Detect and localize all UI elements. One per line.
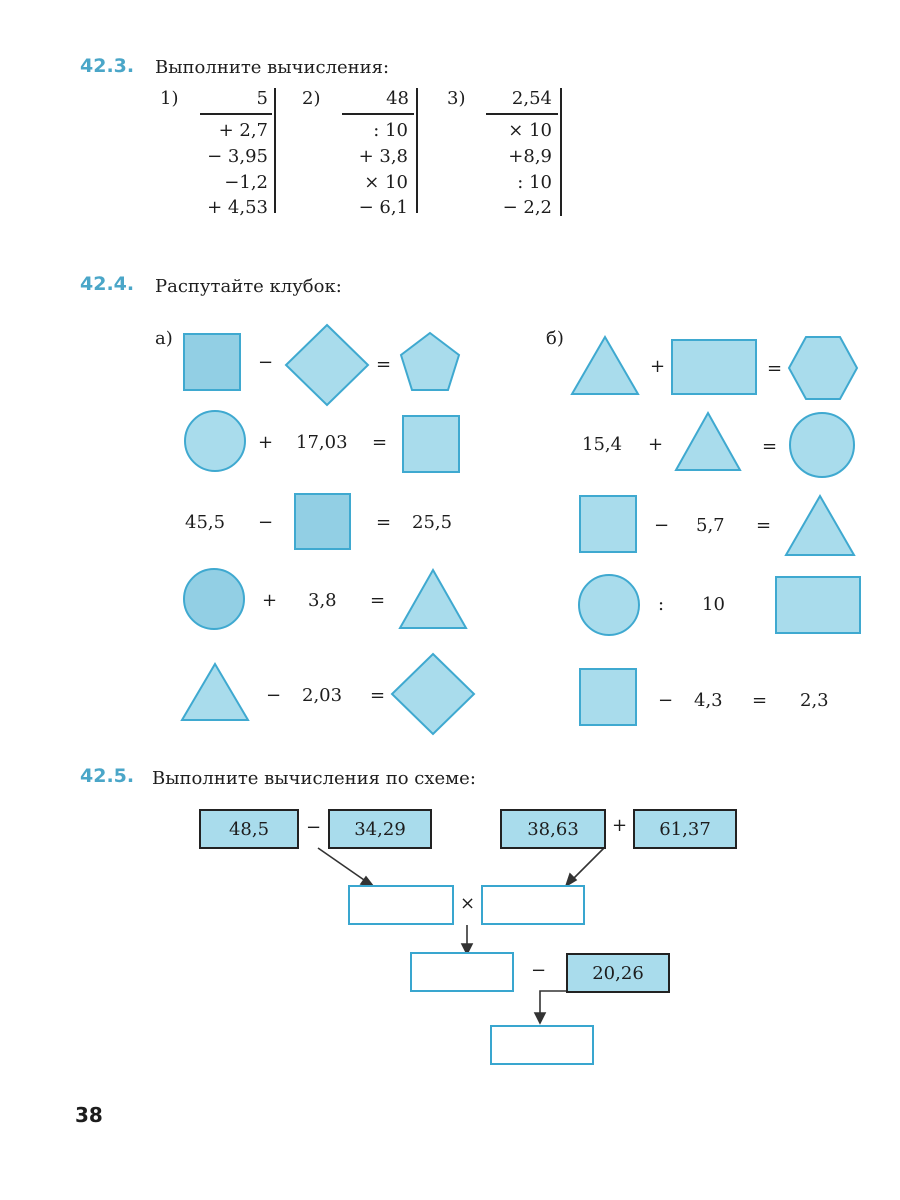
operation: − 6,1 xyxy=(358,197,408,218)
page-number: 38 xyxy=(75,1103,103,1127)
operator: − xyxy=(266,685,282,706)
answer-box[interactable] xyxy=(348,885,454,925)
operation: : 10 xyxy=(517,172,552,193)
triangle-shape xyxy=(182,664,248,720)
equals: = xyxy=(752,690,768,711)
arrow xyxy=(571,848,604,881)
value-box: 38,63 xyxy=(500,809,606,849)
circle-shape xyxy=(790,413,854,477)
diamond-shape xyxy=(286,325,368,405)
triangle-shape xyxy=(400,570,466,628)
column-label: 1) xyxy=(160,88,179,109)
value-box: 48,5 xyxy=(199,809,299,849)
operation: +8,9 xyxy=(508,146,552,167)
equals: = xyxy=(767,358,783,379)
start-value: 2,54 xyxy=(511,88,552,109)
part-a-label: а) xyxy=(155,328,173,349)
value: 2,03 xyxy=(302,685,343,706)
square-shape xyxy=(403,416,459,472)
part-b-label: б) xyxy=(546,328,564,349)
value: 45,5 xyxy=(185,512,226,533)
operator: − xyxy=(258,512,274,533)
result: 2,3 xyxy=(800,690,829,711)
operator: − xyxy=(258,352,274,373)
value: 10 xyxy=(702,594,725,615)
start-value: 48 xyxy=(386,88,409,109)
operator: − xyxy=(654,515,670,536)
column-label: 3) xyxy=(447,88,466,109)
operation: − 2,2 xyxy=(502,197,552,218)
triangle-shape xyxy=(676,413,740,470)
diamond-shape xyxy=(392,654,474,734)
value: 4,3 xyxy=(694,690,723,711)
result: 25,5 xyxy=(412,512,453,533)
operation: × 10 xyxy=(508,120,552,141)
equals: = xyxy=(756,515,772,536)
operation: + 4,53 xyxy=(207,197,268,218)
arrow-head xyxy=(535,1013,545,1023)
value-box: 20,26 xyxy=(566,953,670,993)
operator: − xyxy=(306,817,322,838)
pentagon-shape xyxy=(401,333,459,390)
operator: + xyxy=(650,356,666,377)
square-shape xyxy=(580,669,636,725)
rectangle-shape xyxy=(672,340,756,394)
rectangle-shape xyxy=(776,577,860,633)
circle-shape xyxy=(579,575,639,635)
operation: × 10 xyxy=(364,172,408,193)
start-value: 5 xyxy=(256,88,268,109)
operation: −1,2 xyxy=(224,172,268,193)
hexagon-shape xyxy=(789,337,857,399)
operator: : xyxy=(658,594,665,615)
answer-box[interactable] xyxy=(490,1025,594,1065)
exercise-number-42-3: 42.3. xyxy=(80,55,135,77)
triangle-shape xyxy=(786,496,854,555)
exercise-title-42-5: Выполните вычисления по схеме: xyxy=(152,768,476,789)
operator: − xyxy=(531,960,547,981)
operation: : 10 xyxy=(373,120,408,141)
exercise-title-42-3: Выполните вычисления: xyxy=(155,57,390,78)
operator: × xyxy=(460,893,476,914)
operator: + xyxy=(648,434,664,455)
operation: − 3,95 xyxy=(207,146,268,167)
equals: = xyxy=(372,432,388,453)
value: 15,4 xyxy=(582,434,623,455)
circle-shape xyxy=(185,411,245,471)
value-box: 34,29 xyxy=(328,809,432,849)
triangle-shape xyxy=(572,337,638,394)
operator: + xyxy=(258,432,274,453)
exercise-title-42-4: Распутайте клубок: xyxy=(155,276,342,297)
value: 17,03 xyxy=(296,432,348,453)
operation: + 3,8 xyxy=(358,146,408,167)
square-shape xyxy=(184,334,240,390)
equals: = xyxy=(762,436,778,457)
equals: = xyxy=(370,590,386,611)
value: 5,7 xyxy=(696,515,725,536)
equals: = xyxy=(370,685,386,706)
operation: + 2,7 xyxy=(218,120,268,141)
equals: = xyxy=(376,354,392,375)
operator: + xyxy=(612,815,628,836)
equals: = xyxy=(376,512,392,533)
answer-box[interactable] xyxy=(481,885,585,925)
exercise-number-42-4: 42.4. xyxy=(80,273,135,295)
operator: − xyxy=(658,690,674,711)
circle-shape xyxy=(184,569,244,629)
column-label: 2) xyxy=(302,88,321,109)
operator: + xyxy=(262,590,278,611)
exercise-number-42-5: 42.5. xyxy=(80,765,135,787)
answer-box[interactable] xyxy=(410,952,514,992)
square-shape xyxy=(580,496,636,552)
value: 3,8 xyxy=(308,590,337,611)
value-box: 61,37 xyxy=(633,809,737,849)
square-shape xyxy=(295,494,350,549)
arrow xyxy=(318,848,367,882)
